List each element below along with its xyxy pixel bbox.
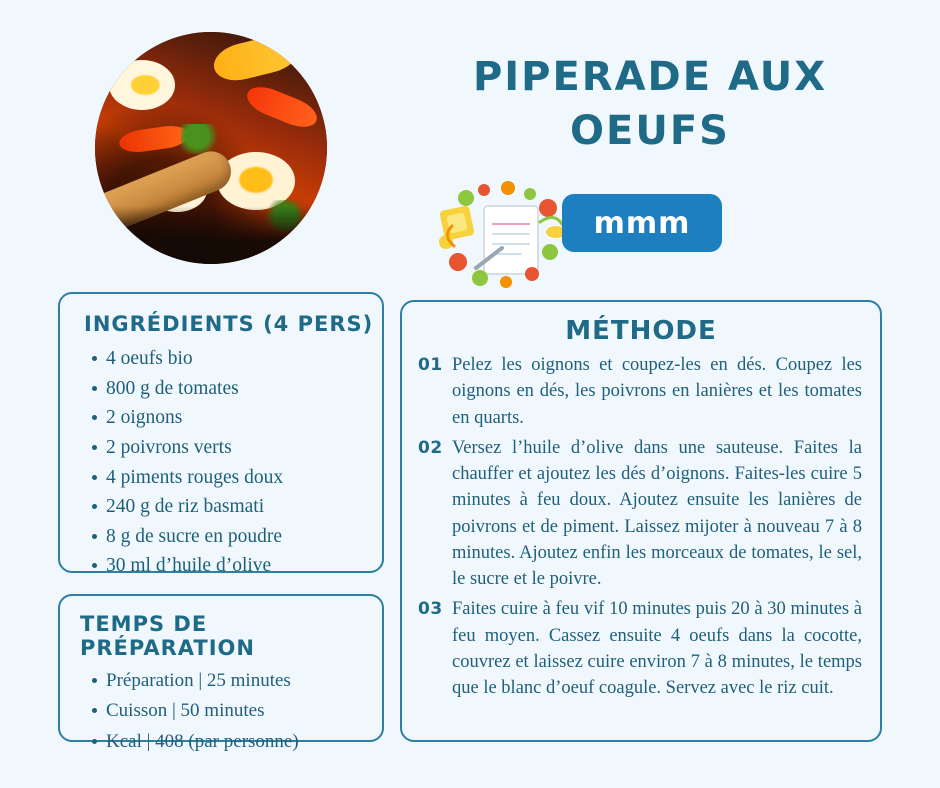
photo-pan-shadow xyxy=(95,206,327,264)
method-heading: MÉTHODE xyxy=(565,316,717,346)
photo-egg-1 xyxy=(109,60,175,110)
method-card xyxy=(400,300,882,742)
step-number: 03 xyxy=(418,599,443,620)
list-item: 8 g de sucre en poudre xyxy=(106,522,382,552)
photo-pepper-red-2 xyxy=(118,123,190,155)
step-number: 02 xyxy=(418,437,443,458)
ingredients-card xyxy=(58,292,384,577)
brand-logo: mmm xyxy=(562,194,722,252)
step-text: Faites cuire à feu vif 10 minutes puis 20 à 30 minutes à feu moyen. Cassez ensuite 4 oeufs dans la cocotte, couvrez et laissez cuire environ 7 à 8 minutes, le temps que le blanc d’oeuf coagule. Servez avec le riz cuit. xyxy=(452,599,862,699)
list-item: 2 poivrons verts xyxy=(106,433,382,463)
photo-pepper-red xyxy=(243,81,321,133)
ingredients-list xyxy=(60,344,382,581)
list-item: 30 ml d’huile d’olive xyxy=(106,551,382,581)
list-item: Kcal | 408 (par personne) xyxy=(106,727,382,757)
method-steps xyxy=(402,352,880,701)
list-item: Préparation | 25 minutes xyxy=(106,666,382,696)
list-item xyxy=(418,596,862,701)
preparation-time-card xyxy=(58,594,384,752)
step-text: Versez l’huile d’olive dans une sauteuse. Faites la chauffer et ajoutez les dés d’oignons. Faites-les cuire 5 minutes à feu doux. Ajoutez ensuite les lanières de poivrons et de piment. Laissez mijoter à nouveau 7 à 8 minutes. Ajoutez enfin les morceaux de tomates, le sel, le sucre et le poivre. xyxy=(452,437,862,590)
step-number: 01 xyxy=(418,355,443,375)
list-item: 2 oignons xyxy=(106,403,382,433)
list-item xyxy=(418,435,862,593)
list-item: 240 g de riz basmati xyxy=(106,492,382,522)
recipe-photo xyxy=(95,32,327,264)
preparation-list xyxy=(60,666,382,757)
brand-area xyxy=(432,178,732,298)
list-item xyxy=(418,352,862,431)
list-item: 4 oeufs bio xyxy=(106,344,382,374)
step-text: Pelez les oignons et coupez-les en dés. Coupez les oignons en dés, les poivrons en lanières et les tomates en quarts. xyxy=(452,355,862,428)
list-item: Cuisson | 50 minutes xyxy=(106,696,382,726)
preparation-heading: TEMPS DE PRÉPARATION xyxy=(80,612,255,660)
list-item: 4 piments rouges doux xyxy=(106,463,382,493)
list-item: 800 g de tomates xyxy=(106,374,382,404)
page-title: PIPERADE AUX OEUFS xyxy=(472,54,828,154)
ingredients-heading: INGRÉDIENTS (4 PERS) xyxy=(84,312,374,336)
recipe-photo-image xyxy=(95,32,327,264)
photo-herb-1 xyxy=(181,124,221,154)
photo-pepper-yellow xyxy=(210,32,302,86)
